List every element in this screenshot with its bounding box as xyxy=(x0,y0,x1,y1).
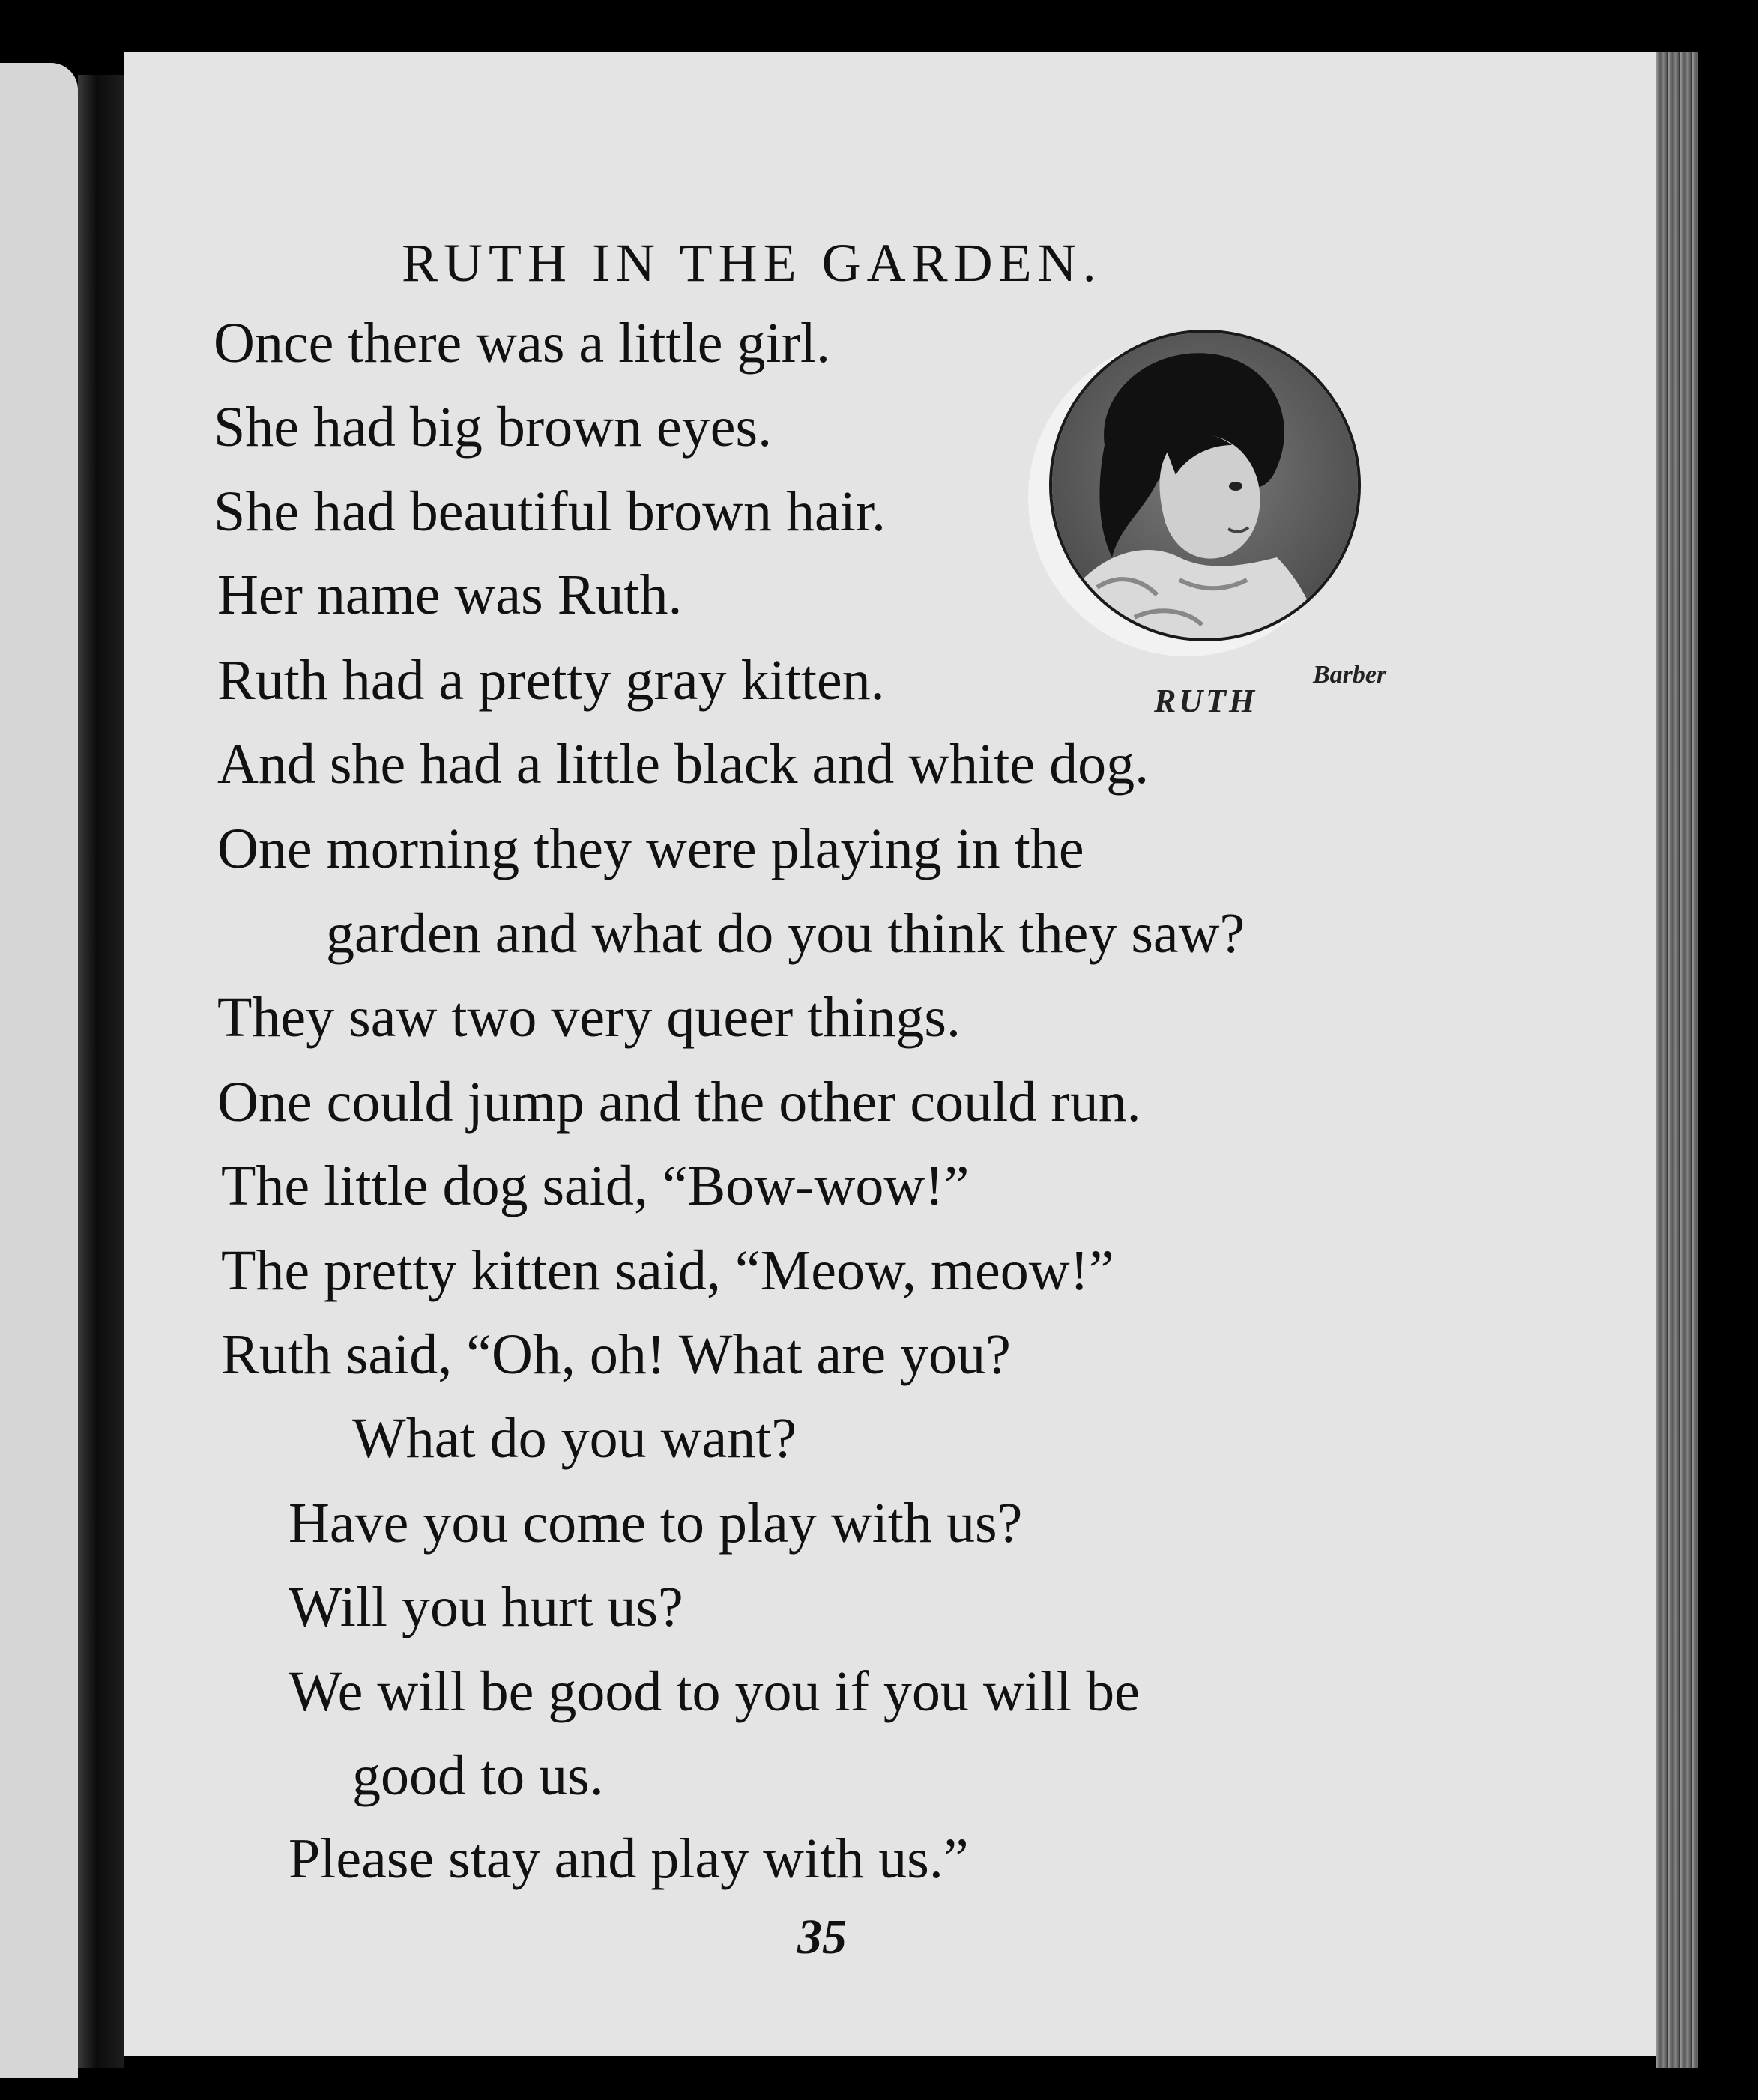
text-line: Have you come to play with us? xyxy=(289,1492,1023,1555)
text-line: And she had a little black and white dog. xyxy=(217,733,1150,796)
text-line: What do you want? xyxy=(352,1407,797,1470)
illustration-credit: Barber xyxy=(1313,661,1387,689)
text-line: Ruth said, “Oh, oh! What are you? xyxy=(221,1323,1011,1386)
text-line: The little dog said, “Bow-wow!” xyxy=(221,1155,970,1217)
chapter-title: RUTH IN THE GARDEN. xyxy=(402,233,1102,293)
text-line: garden and what do you think they saw? xyxy=(326,902,1245,965)
portrait-illustration xyxy=(1049,330,1361,641)
book-spine xyxy=(78,75,124,2068)
text-line: She had beautiful brown hair. xyxy=(214,480,886,543)
text-line: Will you hurt us? xyxy=(289,1576,683,1638)
text-line: The pretty kitten said, “Meow, meow!” xyxy=(221,1239,1114,1302)
text-line: We will be good to you if you will be xyxy=(289,1660,1140,1723)
text-line: Ruth had a pretty gray kitten. xyxy=(217,649,885,712)
illustration-caption: RUTH xyxy=(1154,683,1258,719)
text-line: good to us. xyxy=(352,1744,604,1807)
text-line: One morning they were playing in the xyxy=(217,817,1084,880)
text-line: One could jump and the other could run. xyxy=(217,1071,1141,1134)
text-line: Please stay and play with us.” xyxy=(289,1827,969,1890)
girl-portrait-image xyxy=(1052,333,1358,638)
page-fore-edge xyxy=(1656,52,1698,2068)
text-line: Her name was Ruth. xyxy=(217,563,683,626)
text-line: Once there was a little girl. xyxy=(214,312,831,375)
previous-page-edge xyxy=(0,63,78,2078)
page-number: 35 xyxy=(797,1910,847,1964)
text-line: She had big brown eyes. xyxy=(214,396,773,459)
text-line: They saw two very queer things. xyxy=(217,986,961,1049)
